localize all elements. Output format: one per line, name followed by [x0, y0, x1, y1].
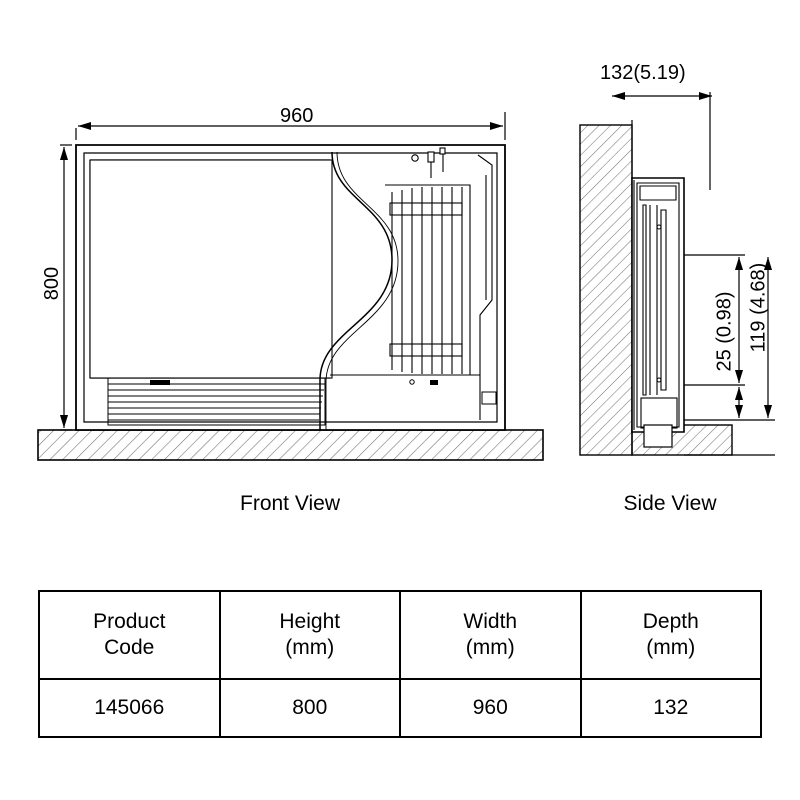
header-height-line2: (mm)	[285, 636, 335, 659]
side-lower-dim-value: 119 (4.68)	[747, 262, 770, 353]
cell-width: 960	[400, 679, 581, 737]
header-product-code	[39, 591, 220, 679]
header-height	[220, 591, 401, 679]
header-depth	[581, 591, 762, 679]
front-ground-hatch	[38, 430, 543, 460]
cell-height: 800	[220, 679, 401, 737]
front-view-title: Front View	[240, 492, 340, 515]
side-depth-value: 132(5.19)	[600, 62, 686, 84]
front-left-panel	[90, 160, 332, 378]
header-height-line1: Height	[279, 610, 341, 634]
header-product-code-line1: Product	[93, 610, 166, 634]
front-width-value: 960	[280, 105, 314, 127]
side-wall-hatch	[580, 125, 632, 455]
header-width	[400, 591, 581, 679]
front-view-group	[38, 112, 543, 460]
cell-depth: 132	[581, 679, 762, 737]
spec-table	[38, 590, 762, 738]
header-product-code-line2: Code	[104, 636, 155, 659]
table-row	[39, 679, 761, 737]
side-foot	[644, 425, 672, 447]
front-height-value: 800	[41, 266, 64, 301]
header-depth-line2: (mm)	[646, 636, 696, 659]
side-view-group	[580, 92, 775, 455]
side-bottom-gap-value: 25 (0.98)	[713, 291, 736, 372]
header-depth-line1: Depth	[642, 610, 699, 634]
header-width-line2: (mm)	[465, 636, 515, 659]
side-view-title: Side View	[623, 492, 717, 515]
side-unit-section	[632, 178, 684, 432]
header-width-line1: Width	[463, 610, 518, 634]
cell-product-code: 145066	[39, 679, 220, 737]
table-header-row	[39, 591, 761, 679]
